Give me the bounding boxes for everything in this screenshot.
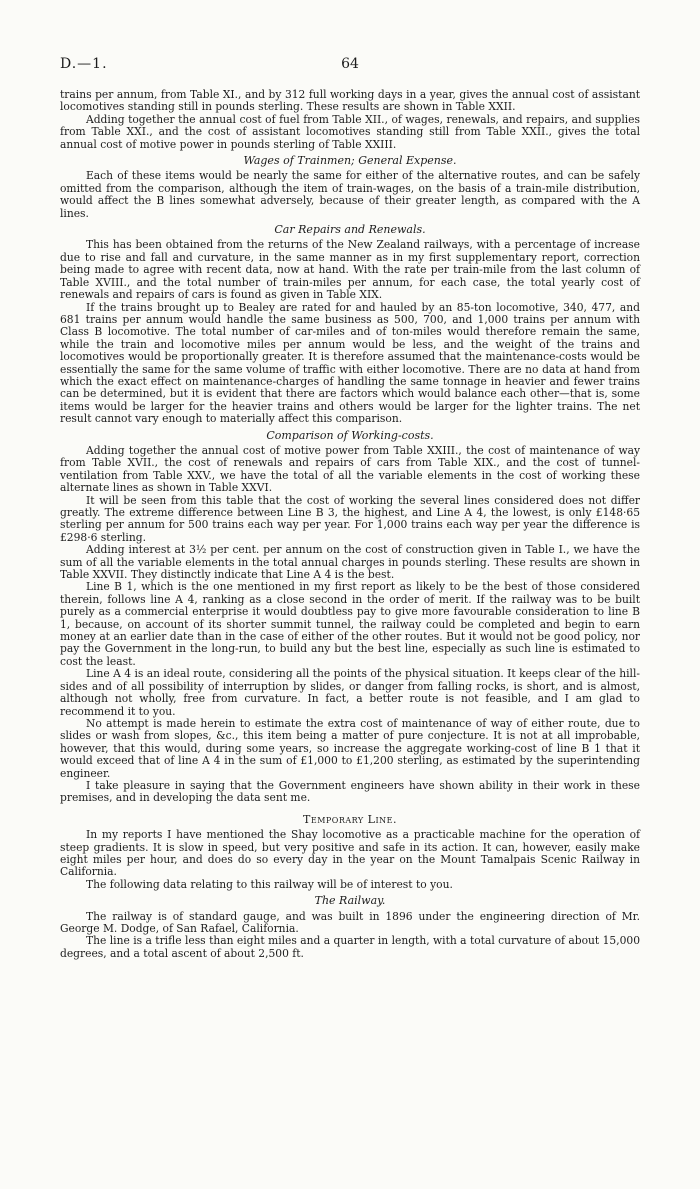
page-header [60, 56, 640, 76]
paragraph: trains per annum, from Table XI., and by 312 full working days in a year, gives the annual cost of assistant locomotives standing still in pounds sterling. These results are shown in Table XXII. [60, 88, 640, 114]
paragraph: Adding interest at 3½ per cent. per annum on the cost of construction given in Table I., we have the sum of all the variable elements in the total annual charges in pounds sterling. These results are shown in Table XXVII. They distinctly indicate that Line A 4 is the best. [60, 543, 640, 582]
paragraph: Line A 4 is an ideal route, considering all the points of the physical situation. It keeps clear of the hill-sides and of all possibility of interruption by slides, or danger from falling rocks, is short, and is almost, although not wholly, free from curvature. In fact, a better route is not feasible, and I am glad to recommend it to you. [60, 667, 640, 718]
section-heading: Wages of Trainmen; General Expense. [243, 154, 457, 168]
paragraph: I take pleasure in saying that the Government engineers have shown ability in their work in these premises, and in developing the data sent me. [60, 778, 640, 805]
page-number: 64 [341, 56, 359, 72]
section-heading: Comparison of Working-costs. [266, 428, 434, 442]
paragraph: Adding together the annual cost of fuel from Table XII., of wages, renewals, and repairs, and supplies from Table XXI., and the cost of assistant locomotives standing still from Table XXII., gives the total annual cost of motive power in pounds sterling of Table XXIII. [60, 112, 640, 151]
section-heading: The Railway. [314, 894, 386, 908]
paragraph: Adding together the annual cost of motive power from Table XXIII., the cost of maintenance of way from Table XVII., the cost of renewals and repairs of cars from Table XIX., and the cost of tunnel-ventilation from Table XXV., we have the total of all the variable elements in the cost of working these alternate lines as shown in Table XXVI. [60, 443, 640, 495]
section-heading: Car Repairs and Renewals. [274, 223, 426, 237]
paragraph: In my reports I have mentioned the Shay locomotive as a practicable machine for the operation of steep gradients. It is slow in speed, but very positive and safe in its action. It can, however, easily make eight miles per hour, and does do so every day in the year on the Mount Tamalpais Scenic Railway in California. [60, 828, 640, 879]
document-body [60, 89, 640, 960]
document-reference: D.—1. [60, 56, 108, 72]
paragraph: It will be seen from this table that the cost of working the several lines considered does not differ greatly. The extreme difference between Line B 3, the highest, and Line A 4, the lowest, is only £148·65 sterling per annum for 500 trains each way per year. For 1,000 trains each way per year the difference is £298·6 sterling. [60, 493, 640, 544]
section-heading-caps: Temporary Line. [303, 812, 397, 826]
paragraph: If the trains brought up to Bealey are rated for and hauled by an 85-ton locomotive, 340, 477, and 681 trains per annum would handle the same business as 500, 700, and 1,000 trains per annum with Class B locomotive. The total number of car-miles and of ton-miles would therefore remain the same, while the train and locomotive miles per annum would be less, and the weight of the trains and locomotives would be proportionally greater. It is therefore assumed that the maintenance-costs would be essentially the same for the same volume of traffic with either locomotive. There are no data at hand from which the exact effect on maintenance-charges of handling the same tonnage in heavier and fewer trains can be determined, but it is evident that there are factors which would balance each other—that is, some items would be larger for the heavier trains and others would be larger for the lighter trains. The net result cannot vary enough to materially affect this comparison. [60, 300, 640, 426]
paragraph: The railway is of standard gauge, and was built in 1896 under the engineering direction of Mr. George M. Dodge, of San Rafael, California. [60, 909, 640, 935]
paragraph: The line is a trifle less than eight miles and a quarter in length, with a total curvature of about 15,000 degrees, and a total ascent of about 2,500 ft. [60, 934, 640, 960]
paragraph: Each of these items would be nearly the same for either of the alternative routes, and can be safely omitted from the comparison, although the item of train-wages, on the basis of a train-mile distribution, would affect the B lines somewhat adversely, because of their greater length, as compared with the A lines. [60, 169, 640, 220]
paragraph: No attempt is made herein to estimate the extra cost of maintenance of way of either route, due to slides or wash from slopes, &c., this item being a matter of pure conjecture. It is not at all improbable, however, that this would, during some years, so increase the aggregate working-cost of line B 1 that it would exceed that of line A 4 in the sum of £1,000 to £1,200 sterling, as estimated by the superintending engineer. [60, 716, 640, 780]
paragraph: The following data relating to this railway will be of interest to you. [86, 877, 453, 891]
paragraph: This has been obtained from the returns of the New Zealand railways, with a percentage of increase due to rise and fall and curvature, in the same manner as in my first supplementary report, correction being made to agree with recent data, now at hand. With the rate per train-mile from the last column of Table XVIII., and the total number of train-miles per annum, for each case, the total yearly cost of renewals and repairs of cars is found as given in Table XIX. [60, 238, 640, 302]
paragraph: Line B 1, which is the one mentioned in my first report as likely to be the best of those considered therein, follows line A 4, ranking as a close second in the order of merit. If the railway was to be built purely as a commercial enterprise it would doubtless pay to give more favourable consideration to line B 1, because, on account of its shorter summit tunnel, the railway could be completed and begin to earn money at an earlier date than in the case of either of the other routes. But it would not be good policy, nor pay the Government in the long-run, to build any but the best line, especially as such line is estimated to cost the least. [60, 580, 640, 668]
